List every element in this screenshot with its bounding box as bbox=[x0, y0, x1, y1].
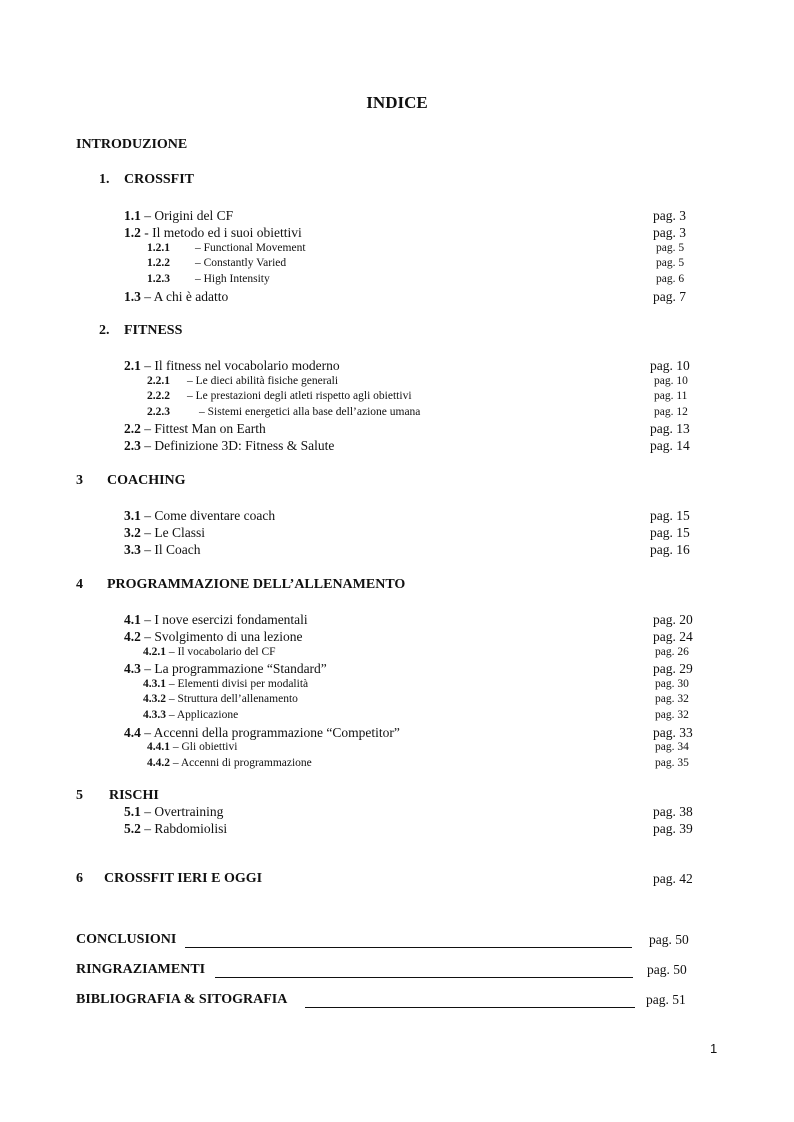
toc-entry bbox=[124, 725, 400, 741]
section-1-number: 1. bbox=[99, 172, 110, 187]
toc-subentry bbox=[147, 273, 270, 285]
toc-text: – Il Coach bbox=[144, 542, 201, 557]
toc-page: pag. 10 bbox=[654, 375, 688, 387]
toc-page: pag. 15 bbox=[650, 508, 690, 523]
toc-text: – I nove esercizi fondamentali bbox=[140, 612, 308, 627]
page-title: INDICE bbox=[366, 93, 428, 112]
bibliografia-label: BIBLIOGRAFIA & SITOGRAFIA bbox=[76, 992, 288, 1007]
toc-number: 4.2 bbox=[124, 629, 141, 644]
toc-number: 5.2 bbox=[124, 821, 141, 836]
toc-page: pag. 6 bbox=[656, 273, 685, 285]
toc-page: pag. 5 bbox=[656, 257, 685, 269]
toc-page: pag. 38 bbox=[653, 804, 693, 819]
toc-subentry bbox=[147, 257, 286, 269]
toc-entry bbox=[124, 289, 228, 305]
section-5-heading: RISCHI bbox=[109, 788, 159, 803]
toc-text: – Elementi divisi per modalità bbox=[168, 678, 309, 690]
toc-text: – Functional Movement bbox=[195, 242, 306, 254]
toc-text: – Gli obiettivi bbox=[172, 741, 238, 753]
toc-page: pag. 7 bbox=[653, 289, 686, 304]
toc-page: pag. 29 bbox=[653, 661, 693, 676]
toc-text: – Come diventare coach bbox=[144, 508, 276, 523]
toc-entry bbox=[124, 438, 334, 454]
toc-page: pag. 50 bbox=[647, 962, 687, 977]
section-4-number: 4 bbox=[76, 577, 83, 592]
toc-page: pag. 33 bbox=[653, 725, 693, 740]
toc-text: - Il metodo ed i suoi obiettivi bbox=[144, 225, 302, 240]
toc-subentry bbox=[147, 757, 312, 769]
leader-rule bbox=[215, 977, 633, 978]
section-3-heading: COACHING bbox=[107, 473, 186, 488]
toc-number: 4.3.2 bbox=[143, 693, 166, 705]
section-2-heading: FITNESS bbox=[124, 323, 183, 338]
toc-page: pag. 13 bbox=[650, 421, 690, 436]
toc-text: – Le Classi bbox=[144, 525, 205, 540]
section-6-heading: CROSSFIT IERI E OGGI bbox=[104, 871, 263, 886]
toc-entry bbox=[124, 358, 340, 374]
toc-page: pag. 32 bbox=[655, 709, 689, 721]
toc-page: pag. 3 bbox=[653, 208, 686, 223]
toc-page: pag. 42 bbox=[653, 871, 693, 886]
toc-number: 2.2.1 bbox=[147, 375, 170, 387]
toc-number: 3.3 bbox=[124, 542, 141, 557]
toc-text: – Overtraining bbox=[140, 804, 224, 819]
toc-text: – Le dieci abilità fisiche generali bbox=[187, 375, 339, 387]
toc-number: 1.2.2 bbox=[147, 257, 170, 269]
toc-number: 4.2.1 bbox=[143, 646, 166, 658]
toc-text: – Svolgimento di una lezione bbox=[144, 629, 303, 644]
toc-number: 1.2.3 bbox=[147, 273, 170, 285]
toc-number: 2.2.2 bbox=[147, 390, 170, 402]
toc-number: 1.1 bbox=[124, 208, 141, 223]
toc-page: pag. 24 bbox=[653, 629, 693, 644]
toc-page: pag. 15 bbox=[650, 525, 690, 540]
toc-page: pag. 35 bbox=[655, 757, 689, 769]
section-1-heading: CROSSFIT bbox=[124, 172, 195, 187]
toc-number: 4.4.2 bbox=[147, 757, 170, 769]
toc-subentry bbox=[147, 390, 412, 402]
toc-text: – A chi è adatto bbox=[144, 289, 229, 304]
toc-entry bbox=[124, 804, 223, 820]
toc-page: pag. 50 bbox=[649, 932, 689, 947]
toc-subentry bbox=[143, 678, 308, 690]
intro-heading: INTRODUZIONE bbox=[76, 137, 188, 152]
toc-text: – Sistemi energetici alla base dell’azione umana bbox=[199, 406, 421, 418]
toc-page: pag. 5 bbox=[656, 242, 685, 254]
toc-number: 1.2 bbox=[124, 225, 141, 240]
toc-number: 4.4 bbox=[124, 725, 141, 740]
section-3-number: 3 bbox=[76, 473, 83, 488]
page-number: 1 bbox=[710, 1041, 718, 1056]
toc-page: pag. 34 bbox=[655, 741, 689, 753]
toc-number: 5.1 bbox=[124, 804, 141, 819]
section-4-heading: PROGRAMMAZIONE DELL’ALLENAMENTO bbox=[107, 577, 406, 592]
toc-page: pag. 30 bbox=[655, 678, 689, 690]
conclusioni-label: CONCLUSIONI bbox=[76, 932, 177, 947]
toc-entry bbox=[124, 225, 302, 241]
toc-number: 4.3.1 bbox=[143, 678, 166, 690]
toc-page: pag. 3 bbox=[653, 225, 686, 240]
toc-text: – High Intensity bbox=[195, 273, 270, 285]
toc-entry bbox=[124, 208, 233, 224]
toc-number: 3.1 bbox=[124, 508, 141, 523]
toc-text: – Il fitness nel vocabolario moderno bbox=[144, 358, 340, 373]
ringraziamenti-label: RINGRAZIAMENTI bbox=[76, 962, 206, 977]
toc-page: pag. 39 bbox=[653, 821, 693, 836]
toc-number: 2.3 bbox=[124, 438, 141, 453]
toc-text: – Il vocabolario del CF bbox=[168, 646, 276, 658]
toc-text: – Constantly Varied bbox=[195, 257, 287, 269]
toc-text: – Origini del CF bbox=[144, 208, 234, 223]
toc-number: 1.2.1 bbox=[147, 242, 170, 254]
toc-number: 4.3 bbox=[124, 661, 141, 676]
toc-subentry bbox=[143, 709, 238, 721]
toc-number: 3.2 bbox=[124, 525, 141, 540]
toc-subentry bbox=[143, 646, 276, 658]
toc-text: – Accenni di programmazione bbox=[172, 757, 312, 769]
section-2-number: 2. bbox=[99, 323, 110, 338]
toc-page: pag. 10 bbox=[650, 358, 690, 373]
toc-text: – Definizione 3D: Fitness & Salute bbox=[144, 438, 335, 453]
toc-page: pag. 14 bbox=[650, 438, 690, 453]
toc-subentry bbox=[147, 242, 306, 254]
toc-number: 4.3.3 bbox=[143, 709, 166, 721]
toc-entry bbox=[124, 542, 201, 558]
toc-entry bbox=[124, 821, 227, 837]
toc-number: 2.2 bbox=[124, 421, 141, 436]
toc-entry bbox=[124, 525, 205, 541]
leader-rule bbox=[305, 1007, 635, 1008]
section-5-number: 5 bbox=[76, 788, 83, 803]
toc-number: 4.1 bbox=[124, 612, 141, 627]
toc-page: pag. 11 bbox=[654, 390, 688, 402]
toc-page: pag. 32 bbox=[655, 693, 689, 705]
toc-subentry bbox=[147, 741, 237, 753]
toc-entry bbox=[124, 661, 327, 677]
leader-rule bbox=[185, 947, 632, 948]
toc-text: – Rabdomiolisi bbox=[144, 821, 228, 836]
section-6-number: 6 bbox=[76, 871, 83, 886]
toc-entry bbox=[124, 629, 302, 645]
toc-page: pag. 51 bbox=[646, 992, 686, 1007]
toc-text: – La programmazione “Standard” bbox=[144, 661, 327, 676]
toc-text: – Accenni della programmazione “Competitor” bbox=[144, 725, 400, 740]
toc-entry bbox=[124, 508, 275, 524]
toc-number: 2.2.3 bbox=[147, 406, 170, 418]
toc-number: 4.4.1 bbox=[147, 741, 170, 753]
toc-text: – Le prestazioni degli atleti rispetto agli obiettivi bbox=[187, 390, 412, 402]
toc-subentry bbox=[147, 375, 338, 387]
toc-subentry bbox=[147, 406, 420, 418]
toc-page: pag. 26 bbox=[655, 646, 689, 658]
toc-page: pag. 16 bbox=[650, 542, 690, 557]
toc-number: 2.1 bbox=[124, 358, 141, 373]
toc-entry bbox=[124, 612, 308, 628]
toc-page: pag. 20 bbox=[653, 612, 693, 627]
toc-text: – Fittest Man on Earth bbox=[144, 421, 266, 436]
toc-text: – Applicazione bbox=[168, 709, 239, 721]
toc-page: pag. 12 bbox=[654, 406, 688, 418]
toc-text: – Struttura dell’allenamento bbox=[168, 693, 298, 705]
toc-entry bbox=[124, 421, 266, 437]
toc-subentry bbox=[143, 693, 298, 705]
toc-number: 1.3 bbox=[124, 289, 141, 304]
